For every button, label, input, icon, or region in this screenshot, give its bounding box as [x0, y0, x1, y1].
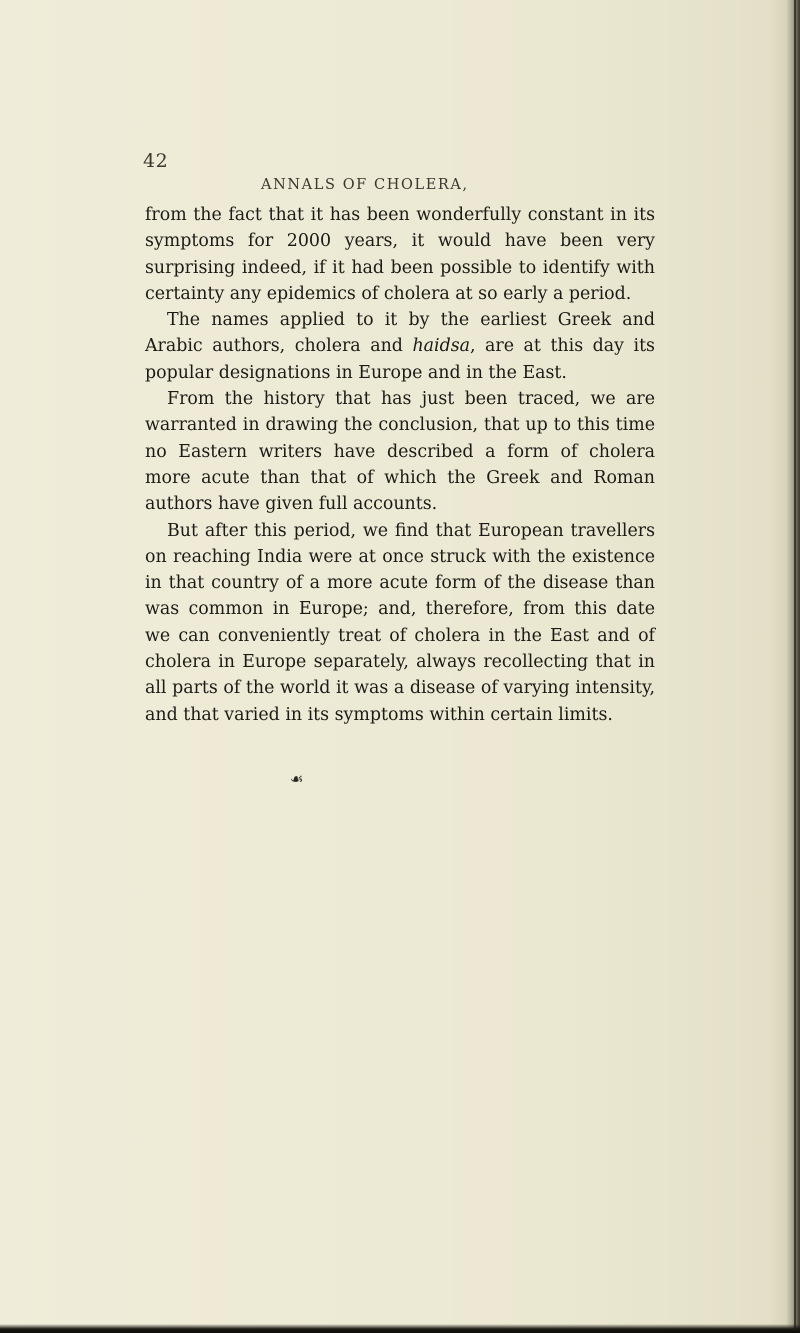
paragraph-2-text-b: , are at this day its popular designations in Europe and in the East. [145, 336, 655, 383]
paragraph-2-text-a: The names applied to it by the earliest Greek and Arabic authors, cholera and [145, 310, 655, 357]
page-edge-line [794, 0, 796, 1333]
paragraph-2 [145, 307, 655, 386]
body-text [145, 202, 655, 728]
paragraph-2-italic-term: haidsa [412, 336, 470, 357]
paragraph-4 [145, 518, 655, 728]
ornament-mark: ☙ [290, 770, 304, 788]
paragraph-3-text: From the history that has just been traced, we are warranted in drawing the conclusion, that up to this time no Eastern writers have described a form of cholera more acute than that of which the Greek and Roman authors have given full accounts. [145, 389, 655, 515]
paragraph-4-text: But after this period, we find that European travellers on reaching India were at once struck with the existence in that country of a more acute form of the disease than was common in Europe; and, therefore, from this date we can conveniently treat of cholera in the East and of cholera in Europe separately, always recollecting that in all parts of the world it was a disease of varying intensity, and that varied in its symptoms within certain limits. [145, 520, 655, 725]
paragraph-1 [145, 202, 655, 307]
page-edge-shadow [786, 0, 800, 1333]
running-head: ANNALS OF CHOLERA, [261, 177, 469, 193]
page-number: 42 [143, 150, 169, 172]
paragraph-1-text: from the fact that it has been wonderfully constant in its symptoms for 2000 years, it would have been very surprising indeed, if it had been possible to identify with certainty any epidemics of cholera at so early a period. [145, 205, 655, 304]
paragraph-3 [145, 386, 655, 517]
page-bottom-edge [0, 1324, 800, 1333]
